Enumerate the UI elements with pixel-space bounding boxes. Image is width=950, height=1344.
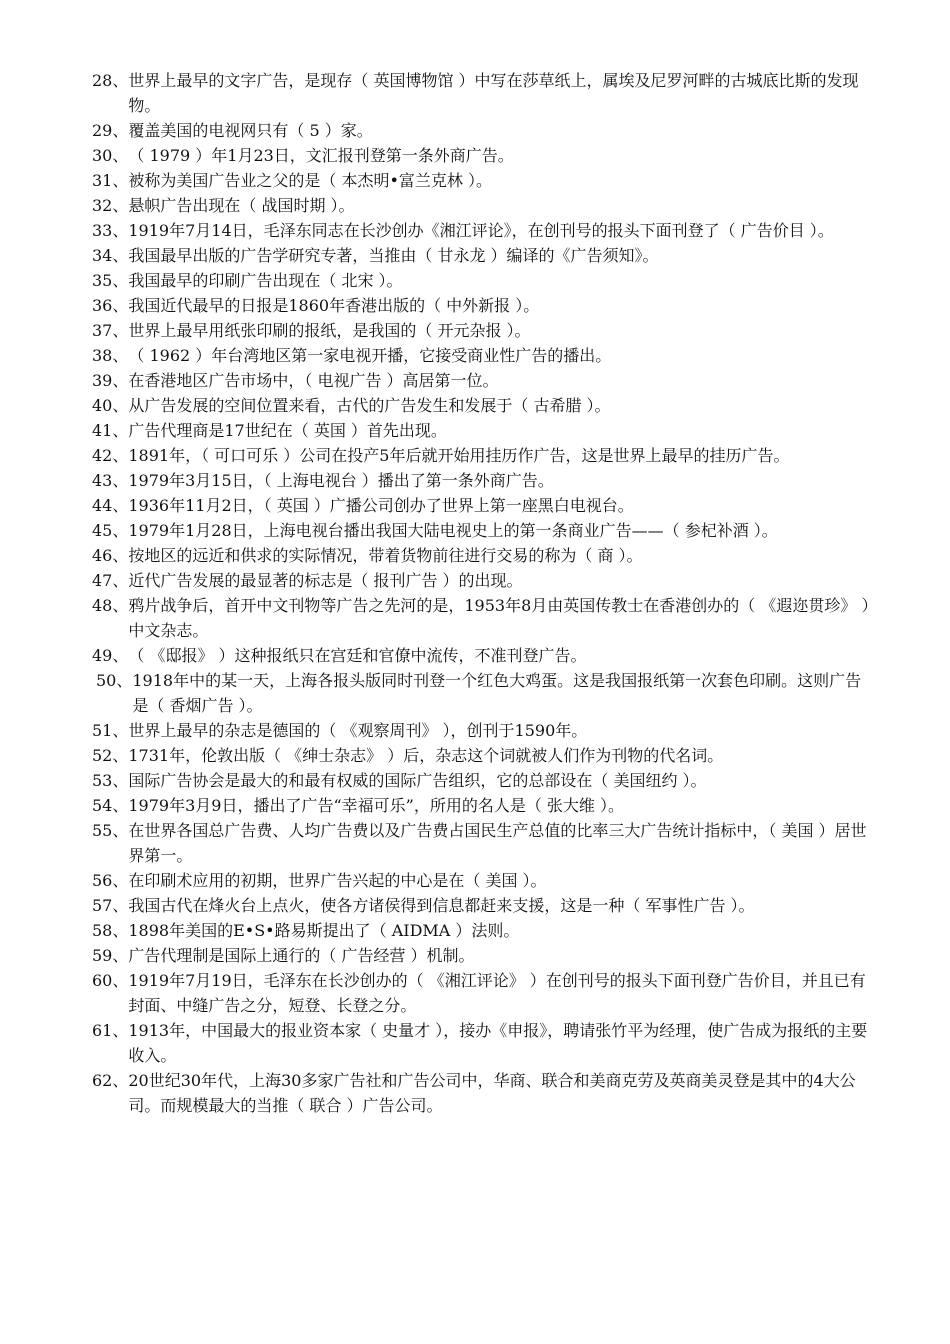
question-item	[92, 268, 872, 293]
question-number: 50、	[96, 671, 133, 690]
question-number: 35、	[92, 271, 129, 290]
question-number: 52、	[92, 746, 129, 765]
question-item	[92, 68, 872, 118]
question-text: 1979年3月9日，播出了广告“幸福可乐”，所用的名人是（ 张大维 ）。	[128, 796, 624, 815]
question-number: 61、	[92, 1021, 129, 1040]
question-text: （ 1962 ）年台湾地区第一家电视开播，它接受商业性广告的播出。	[128, 346, 612, 365]
question-item	[92, 543, 872, 568]
question-number: 38、	[92, 346, 129, 365]
question-number: 55、	[92, 821, 129, 840]
question-item	[92, 518, 872, 543]
question-number: 34、	[92, 246, 129, 265]
question-item	[92, 718, 872, 743]
question-item	[92, 468, 872, 493]
question-text: 广告代理制是国际上通行的（ 广告经营 ）机制。	[128, 946, 475, 965]
question-item	[96, 668, 872, 718]
question-item	[92, 893, 872, 918]
question-item	[92, 418, 872, 443]
question-text: 我国最早的印刷广告出现在（ 北宋 ）。	[128, 271, 403, 290]
question-item	[92, 218, 872, 243]
question-text: 世界上最早用纸张印刷的报纸，是我国的（ 开元杂报 ）。	[128, 321, 531, 340]
question-number: 39、	[92, 371, 129, 390]
question-item	[92, 293, 872, 318]
question-item	[92, 318, 872, 343]
question-text: 从广告发展的空间位置来看，古代的广告发生和发展于（ 古希腊 ）。	[128, 396, 611, 415]
question-item	[92, 968, 872, 1018]
question-number: 40、	[92, 396, 129, 415]
question-number: 37、	[92, 321, 129, 340]
question-item	[92, 743, 872, 768]
question-item	[92, 368, 872, 393]
question-item	[92, 568, 872, 593]
question-number: 60、	[92, 971, 129, 990]
question-item	[92, 793, 872, 818]
question-text: 在世界各国总广告费、人均广告费以及广告费占国民生产总值的比率三大广告统计指标中，（ 美国 ）居世界第一。	[128, 821, 867, 865]
question-number: 54、	[92, 796, 129, 815]
question-number: 53、	[92, 771, 129, 790]
question-number: 58、	[92, 921, 129, 940]
question-number: 42、	[92, 446, 129, 465]
question-item	[92, 1018, 872, 1068]
question-text: 悬帜广告出现在（ 战国时期 ）。	[128, 196, 355, 215]
question-item	[92, 768, 872, 793]
question-number: 28、	[92, 71, 129, 90]
question-text: 近代广告发展的最显著的标志是（ 报刊广告 ）的出现。	[128, 571, 523, 590]
question-number: 44、	[92, 496, 129, 515]
question-text: 在印刷术应用的初期，世界广告兴起的中心是在（ 美国 ）。	[128, 871, 547, 890]
question-text: 1919年7月14日，毛泽东同志在长沙创办《湘江评论》，在创刊号的报头下面刊登了（ 广告价目 ）。	[128, 221, 834, 240]
question-item	[92, 643, 872, 668]
question-text: 我国近代最早的日报是1860年香港出版的（ 中外新报 ）。	[128, 296, 540, 315]
question-item	[92, 943, 872, 968]
question-text: 1731年，伦敦出版（ 《绅士杂志》 ）后，杂志这个词就被人们作为刊物的代名词。	[128, 746, 724, 765]
question-number: 43、	[92, 471, 129, 490]
question-number: 51、	[92, 721, 129, 740]
question-item	[92, 343, 872, 368]
question-text: （ 《邸报》 ）这种报纸只在宫廷和官僚中流传，不准刊登广告。	[128, 646, 587, 665]
question-text: 1919年7月19日，毛泽东在长沙创办的（ 《湘江评论》 ）在创刊号的报头下面刊登广告价目，并且已有封面、中缝广告之分，短登、长登之分。	[128, 971, 866, 1015]
question-text: 世界上最早的文字广告，是现存（ 英国博物馆 ）中写在莎草纸上，属埃及尼罗河畔的古城底比斯的发现物。	[128, 71, 859, 115]
question-item	[92, 493, 872, 518]
question-text: 覆盖美国的电视网只有（ 5 ）家。	[128, 121, 373, 140]
question-text: 世界上最早的杂志是德国的（ 《观察周刊》 ），创刊于1590年。	[128, 721, 588, 740]
question-number: 31、	[92, 171, 129, 190]
question-item	[92, 868, 872, 893]
question-item	[92, 193, 872, 218]
question-number: 62、	[92, 1071, 129, 1090]
question-text: 鸦片战争后，首开中文刊物等广告之先河的是，1953年8月由英国传教士在香港创办的（ 《遐迩贯珍》 ）中文杂志。	[128, 596, 870, 640]
question-number: 47、	[92, 571, 129, 590]
question-number: 56、	[92, 871, 129, 890]
question-number: 48、	[92, 596, 129, 615]
question-number: 36、	[92, 296, 129, 315]
question-text: 1936年11月2日，（ 英国 ）广播公司创办了世界上第一座黑白电视台。	[128, 496, 634, 515]
question-number: 49、	[92, 646, 129, 665]
question-item	[92, 818, 872, 868]
question-text: 被称为美国广告业之父的是（ 本杰明•富兰克林 ）。	[128, 171, 492, 190]
question-number: 57、	[92, 896, 129, 915]
question-number: 29、	[92, 121, 129, 140]
question-item	[92, 243, 872, 268]
question-text: 我国古代在烽火台上点火，使各方诸侯得到信息都赶来支援，这是一种（ 军事性广告 ）。	[128, 896, 755, 915]
question-text: 1918年中的某一天，上海各报头版同时刊登一个红色大鸡蛋。这是我国报纸第一次套色印刷。这则广告是（ 香烟广告 ）。	[132, 671, 862, 715]
question-text: 1979年1月28日，上海电视台播出我国大陆电视史上的第一条商业广告——（ 参杞补酒 ）。	[128, 521, 778, 540]
question-text: 1891年，（ 可口可乐 ）公司在投产5年后就开始用挂历作广告，这是世界上最早的挂历广告。	[128, 446, 790, 465]
question-text: 20世纪30年代，上海30多家广告社和广告公司中，华商、联合和美商克劳及英商美灵登是其中的4大公司。而规模最大的当推（ 联合 ）广告公司。	[128, 1071, 856, 1115]
question-text: 广告代理商是17世纪在（ 英国 ）首先出现。	[128, 421, 447, 440]
question-item	[92, 1068, 872, 1118]
question-item	[92, 118, 872, 143]
question-text: 我国最早出版的广告学研究专著，当推由（ 甘永龙 ）编译的《广告须知》。	[128, 246, 659, 265]
question-text: 1979年3月15日，（ 上海电视台 ）播出了第一条外商广告。	[128, 471, 554, 490]
question-number: 32、	[92, 196, 129, 215]
question-item	[92, 143, 872, 168]
question-item	[92, 918, 872, 943]
question-number: 45、	[92, 521, 129, 540]
question-number: 30、	[92, 146, 129, 165]
question-text: 国际广告协会是最大的和最有权威的国际广告组织，它的总部设在（ 美国纽约 ）。	[128, 771, 707, 790]
question-text: 1913年，中国最大的报业资本家（ 史量才 ），接办《申报》，聘请张竹平为经理，使广告成为报纸的主要收入。	[128, 1021, 868, 1065]
question-text: 按地区的远近和供求的实际情况，带着货物前往进行交易的称为（ 商 ）。	[128, 546, 643, 565]
question-text: 在香港地区广告市场中，（ 电视广告 ）高居第一位。	[128, 371, 499, 390]
question-item	[92, 168, 872, 193]
question-number: 46、	[92, 546, 129, 565]
question-item	[92, 593, 872, 643]
question-item	[92, 443, 872, 468]
question-text: 1898年美国的E•S•路易斯提出了（ AIDMA ）法则。	[128, 921, 520, 940]
question-number: 41、	[92, 421, 129, 440]
question-item	[92, 393, 872, 418]
question-number: 33、	[92, 221, 129, 240]
document-page	[92, 68, 872, 1118]
question-number: 59、	[92, 946, 129, 965]
question-text: （ 1979 ）年1月23日，文汇报刊登第一条外商广告。	[128, 146, 514, 165]
